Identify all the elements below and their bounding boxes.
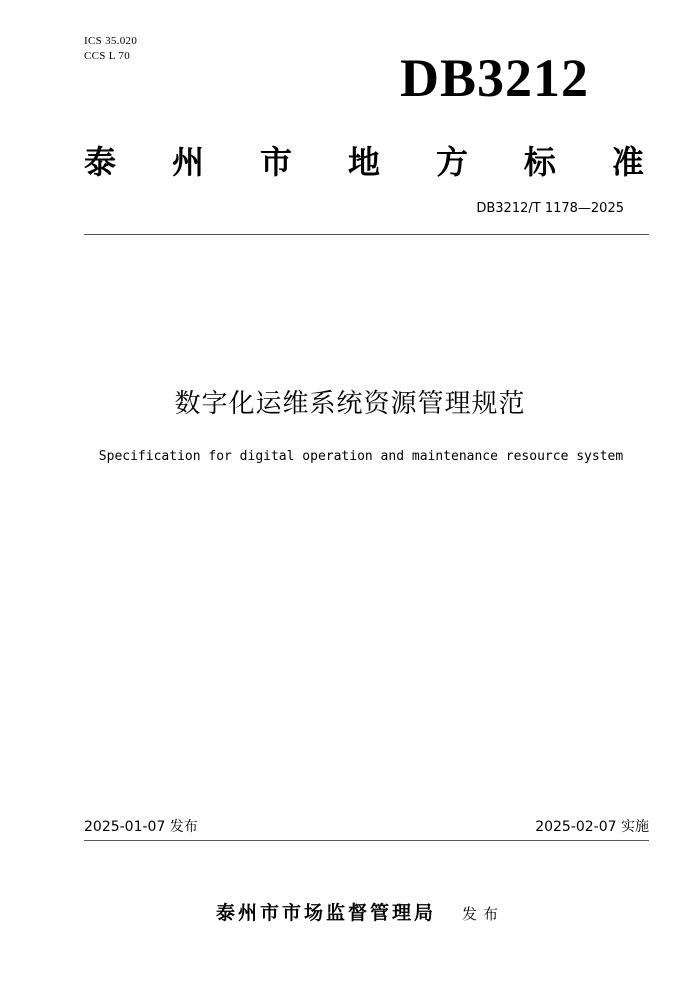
- issue-date: 2025-01-07 发布: [84, 819, 198, 835]
- document-title-chinese: 数字化运维系统资源管理规范: [174, 389, 526, 419]
- standard-type-char: 泰: [84, 143, 117, 181]
- standard-number: DB3212/T 1178—2025: [476, 201, 624, 216]
- classification-codes: [84, 34, 137, 64]
- standard-type-char: 地: [347, 143, 380, 181]
- ccs-code: CCS L 70: [84, 50, 131, 62]
- issuing-authority: 泰州市市场监督管理局: [216, 902, 437, 924]
- standard-type-char: 标: [523, 143, 556, 181]
- issue-action: 发布: [462, 905, 505, 923]
- ics-code: ICS 35.020: [84, 35, 138, 47]
- implementation-date: 2025-02-07 实施: [535, 819, 649, 835]
- standard-type-char: 州: [171, 143, 204, 181]
- standard-type-char: 方: [435, 143, 468, 181]
- standard-type-char: 准: [611, 143, 644, 181]
- bottom-divider: [84, 840, 649, 841]
- standard-type-title: [84, 140, 644, 184]
- standard-type-char: 市: [259, 143, 292, 181]
- document-title-english: Specification for digital operation and maintenance resource system: [98, 449, 624, 464]
- top-divider: [84, 234, 649, 235]
- db-code: DB3212: [400, 48, 590, 108]
